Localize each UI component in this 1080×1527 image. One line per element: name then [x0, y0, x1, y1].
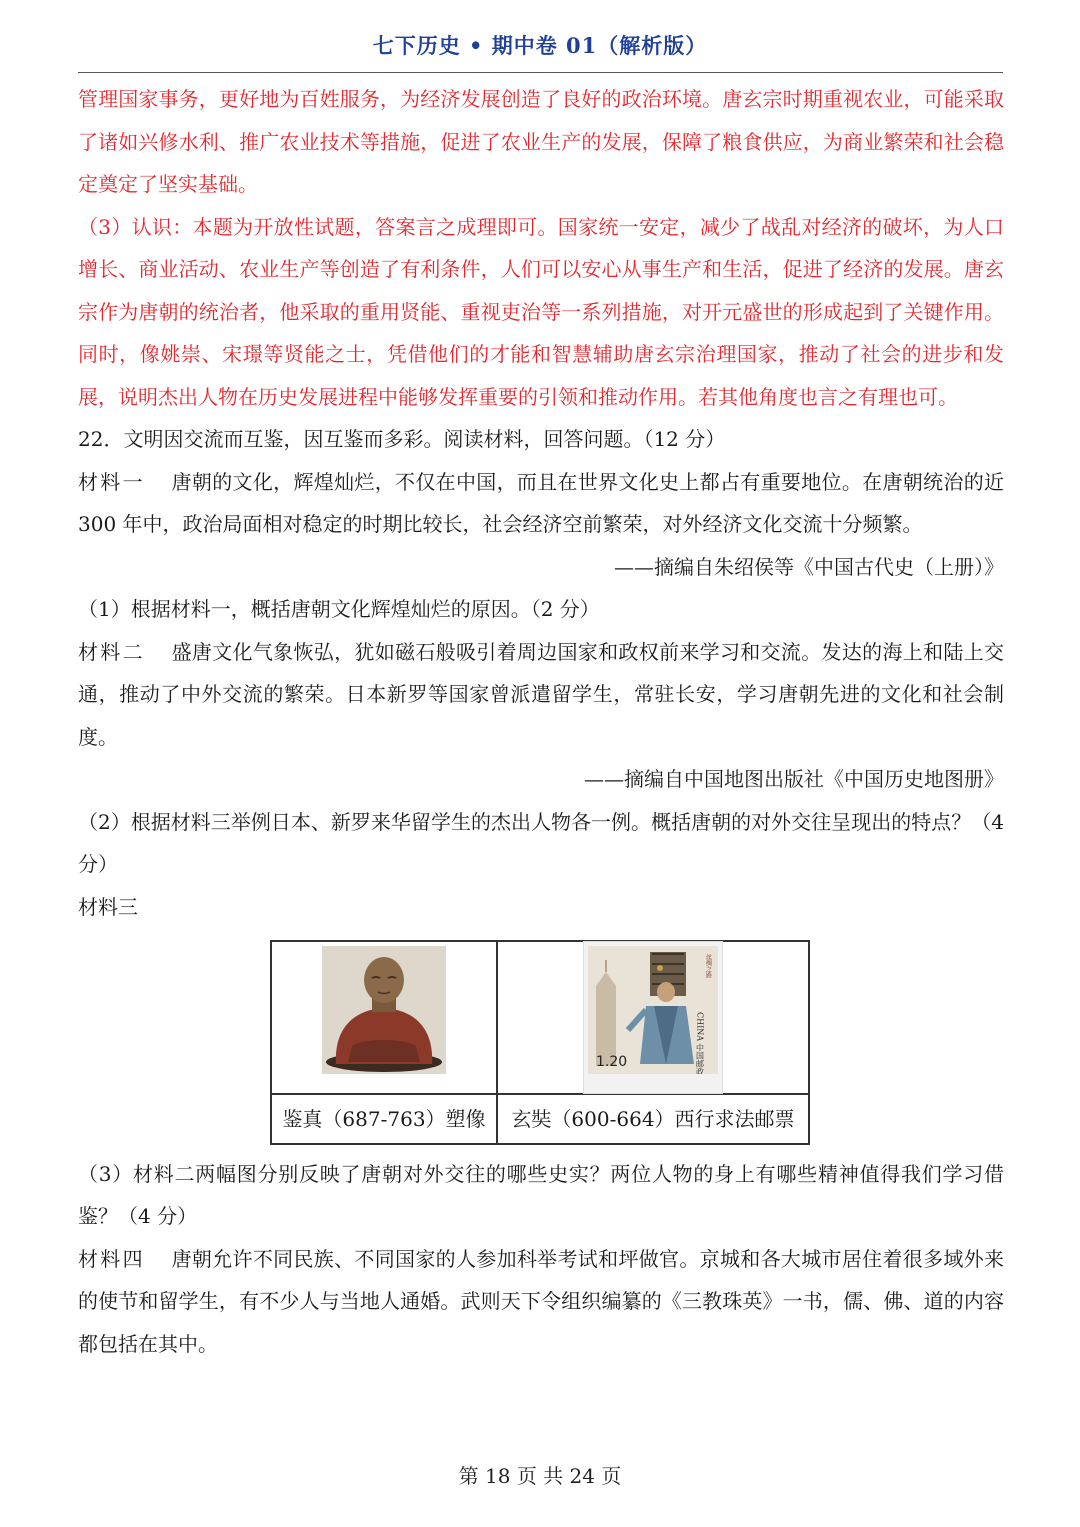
jianzhen-caption: 鉴真（687-763）塑像: [271, 1094, 497, 1144]
material-3-label: 材料三: [78, 894, 138, 919]
material-4: [78, 1238, 1004, 1366]
xuanzang-image-cell: [497, 941, 809, 1094]
xuanzang-caption: 玄奘（600-664）西行求法邮票: [497, 1094, 809, 1144]
xuanzang-stamp: [584, 942, 722, 1093]
material-4-label: 材料四: [78, 1246, 145, 1271]
material-1-text: 唐朝的文化，辉煌灿烂，不仅在中国，而且在世界文化史上都占有重要地位。在唐朝统治的近 300 年中，政治局面相对稳定的时期比较长，社会经济空前繁荣，对外经济文化交流十分频繁。: [78, 469, 1005, 536]
material-2-source: ——摘编自中国地图出版社《中国历史地图册》: [584, 767, 1004, 791]
jianzhen-image-cell: [271, 941, 497, 1094]
material-1: [78, 461, 1004, 546]
question-22-1: （1）根据材料一，概括唐朝文化辉煌灿烂的原因。（2 分）: [78, 597, 600, 621]
material-1-label: 材料一: [78, 469, 145, 494]
material-3-figure-table: [270, 940, 810, 1145]
material-4-text: 唐朝允许不同民族、不同国家的人参加科举考试和坪做官。京城和各大城市居住着很多域外来的使节和留学生，有不少人与当地人通婚。武则天下令组织编纂的《三教珠英》一书，儒、佛、道的内容都包括在其中。: [78, 1246, 1005, 1356]
question-22-3: （3）材料二两幅图分别反映了唐朝对外交往的哪些史实？两位人物的身上有哪些精神值得我们学习借鉴？（4 分）: [78, 1161, 1004, 1228]
question-22-2: （2）根据材料三举例日本、新罗来华留学生的杰出人物各一例。概括唐朝的对外交往呈现出的特点？（4 分）: [78, 809, 1004, 876]
answer-paragraph-understanding: （3）认识：本题为开放性试题，答案言之成理即可。国家统一安定，减少了战乱对经济的破坏，为人口增长、商业活动、农业生产等创造了有利条件，人们可以安心从事生产和生活，促进了经济的发展。唐玄宗作为唐朝的统治者，他采取的重用贤能、重视吏治等一系列措施，对开元盛世的形成起到了关键作用。同时，像姚崇、宋璟等贤能之士，凭借他们的才能和智慧辅助唐玄宗治理国家，推动了社会的进步和发展，说明杰出人物在历史发展进程中能够发挥重要的引领和推动作用。若其他角度也言之有理也可。: [78, 214, 1004, 409]
header-divider: [78, 72, 1003, 73]
material-2-text: 盛唐文化气象恢弘，犹如磁石般吸引着周边国家和政权前来学习和交流。发达的海上和陆上交通，推动了中外交流的繁荣。日本新罗等国家曾派遣留学生，常驻长安，学习唐朝先进的文化和社会制度。: [78, 639, 1005, 749]
page-header-title: 七下历史 • 期中卷 01（解析版）: [372, 33, 708, 58]
question-22-stem: 22．文明因交流而互鉴，因互鉴而多彩。阅读材料，回答问题。（12 分）: [78, 427, 726, 451]
stamp-value: 1.20: [596, 1054, 628, 1070]
page-content: [78, 78, 1004, 1365]
answer-paragraph: 管理国家事务，更好地为百姓服务，为经济发展创造了良好的政治环境。唐玄宗时期重视农业，可能采取了诸如兴修水利、推广农业技术等措施，促进了农业生产的发展，保障了粮食供应，为商业繁荣和社会稳定奠定了坚实基础。: [78, 87, 1004, 196]
stamp-country: CHINA 中国邮政: [695, 1012, 705, 1074]
material-1-source: ——摘编自朱绍侯等《中国古代史（上册）》: [614, 554, 1004, 579]
material-2-label: 材料二: [78, 639, 145, 664]
jianzhen-statue-image: [322, 946, 446, 1074]
page-number: 第 18 页 共 24 页: [458, 1464, 622, 1488]
stamp-series: 丝绸之路: [704, 954, 712, 978]
material-2: [78, 631, 1004, 759]
xuanzang-stamp-image: [588, 946, 718, 1074]
